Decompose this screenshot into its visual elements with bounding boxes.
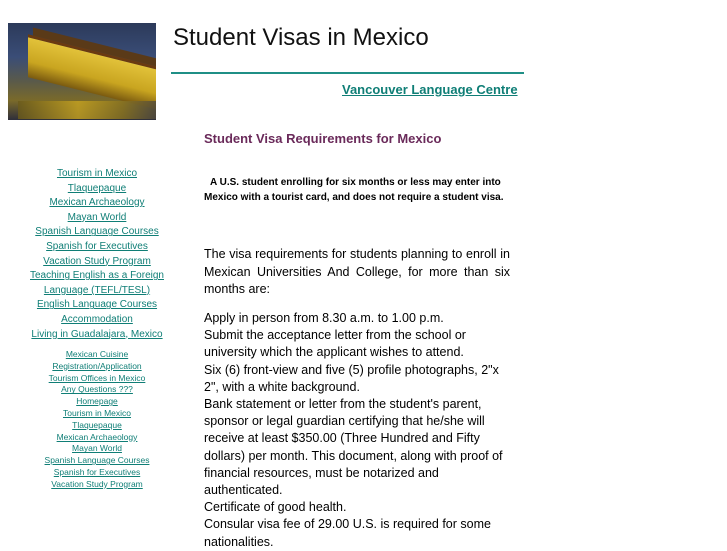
sidebar-link-0[interactable]: Tourism in Mexico [56, 168, 138, 179]
sidebar-secondary-link-6[interactable]: Tlaquepaque [72, 419, 122, 430]
sidebar-secondary-link-9[interactable]: Spanish Language Courses [44, 455, 150, 466]
sidebar-secondary-link-5[interactable]: Tourism in Mexico [62, 407, 132, 418]
sidebar-secondary-link-8[interactable]: Mayan World [72, 443, 122, 454]
sidebar-link-7[interactable]: Teaching English as a Foreign [30, 270, 164, 282]
sidebar-link-9[interactable]: English Language Courses [36, 299, 158, 311]
sidebar-primary-nav [20, 167, 174, 342]
requirement-item: Certificate of good health. [204, 500, 347, 515]
requirement-item: Six (6) front-view and five (5) profile photographs, 2"x 2", with a white background. [204, 362, 499, 394]
sidebar-link-2[interactable]: Mexican Archaeology [49, 197, 145, 209]
tourist-card-note: A U.S. student enrolling for six months or less may enter into Mexico with a tourist card, and does not require a student visa. [204, 177, 504, 203]
title-divider [171, 72, 524, 74]
sidebar-secondary-link-3[interactable]: Any Questions ??? [61, 384, 133, 395]
requirements-intro: The visa requirements for students planning to enroll in Mexican Universities And College, for more than six months are: [204, 247, 510, 296]
sidebar-secondary-nav [20, 349, 174, 491]
requirement-item: Bank statement or letter from the student's parent, sponsor or legal guardian certifying that he/she will receive at least $350.00 (Three Hundred and Fifty dollars) per month. This document, along with proof of financial resources, must be notarized and authenticated. [204, 397, 503, 498]
sidebar-link-3[interactable]: Mayan World [67, 211, 127, 223]
sidebar-link-11[interactable]: Living in Guadalajara, Mexico [31, 328, 163, 340]
requirements-heading: Student Visa Requirements for Mexico [204, 131, 442, 146]
sidebar-secondary-link-4[interactable]: Homepage [76, 396, 118, 407]
requirements-list [204, 310, 510, 551]
sidebar-link-6[interactable]: Vacation Study Program [43, 255, 151, 267]
sidebar-link-5[interactable]: Spanish for Executives [46, 240, 148, 252]
requirement-item: Submit the acceptance letter from the school or university which the applicant wishes to attend. [204, 328, 466, 360]
requirement-item: Apply in person from 8.30 a.m. to 1.00 p.m. [204, 311, 444, 325]
sidebar-secondary-link-10[interactable]: Spanish for Executives [53, 466, 141, 477]
sidebar-secondary-link-11[interactable]: Vacation Study Program [51, 478, 143, 489]
requirement-item: Consular visa fee of 29.00 U.S. is required for some nationalities. [204, 517, 491, 549]
sidebar-link-1[interactable]: Tlaquepaque [67, 182, 127, 194]
sidebar-secondary-link-2[interactable]: Tourism Offices in Mexico [48, 372, 146, 383]
sidebar-link-10[interactable]: Accommodation [61, 313, 133, 325]
sidebar-secondary-link-1[interactable]: Registration/Application [52, 360, 142, 371]
sidebar-secondary-link-0[interactable]: Mexican Cuisine [65, 349, 129, 359]
water-reflection-shape [18, 101, 156, 119]
vancouver-language-centre-link[interactable]: Vancouver Language Centre [342, 82, 518, 97]
sidebar-link-8[interactable]: Language (TEFL/TESL) [43, 284, 151, 296]
sidebar-link-4[interactable]: Spanish Language Courses [35, 226, 159, 238]
sidebar-secondary-link-7[interactable]: Mexican Archaeology [56, 431, 138, 442]
page-title: Student Visas in Mexico [173, 24, 429, 51]
header-boat-photo [8, 23, 156, 120]
